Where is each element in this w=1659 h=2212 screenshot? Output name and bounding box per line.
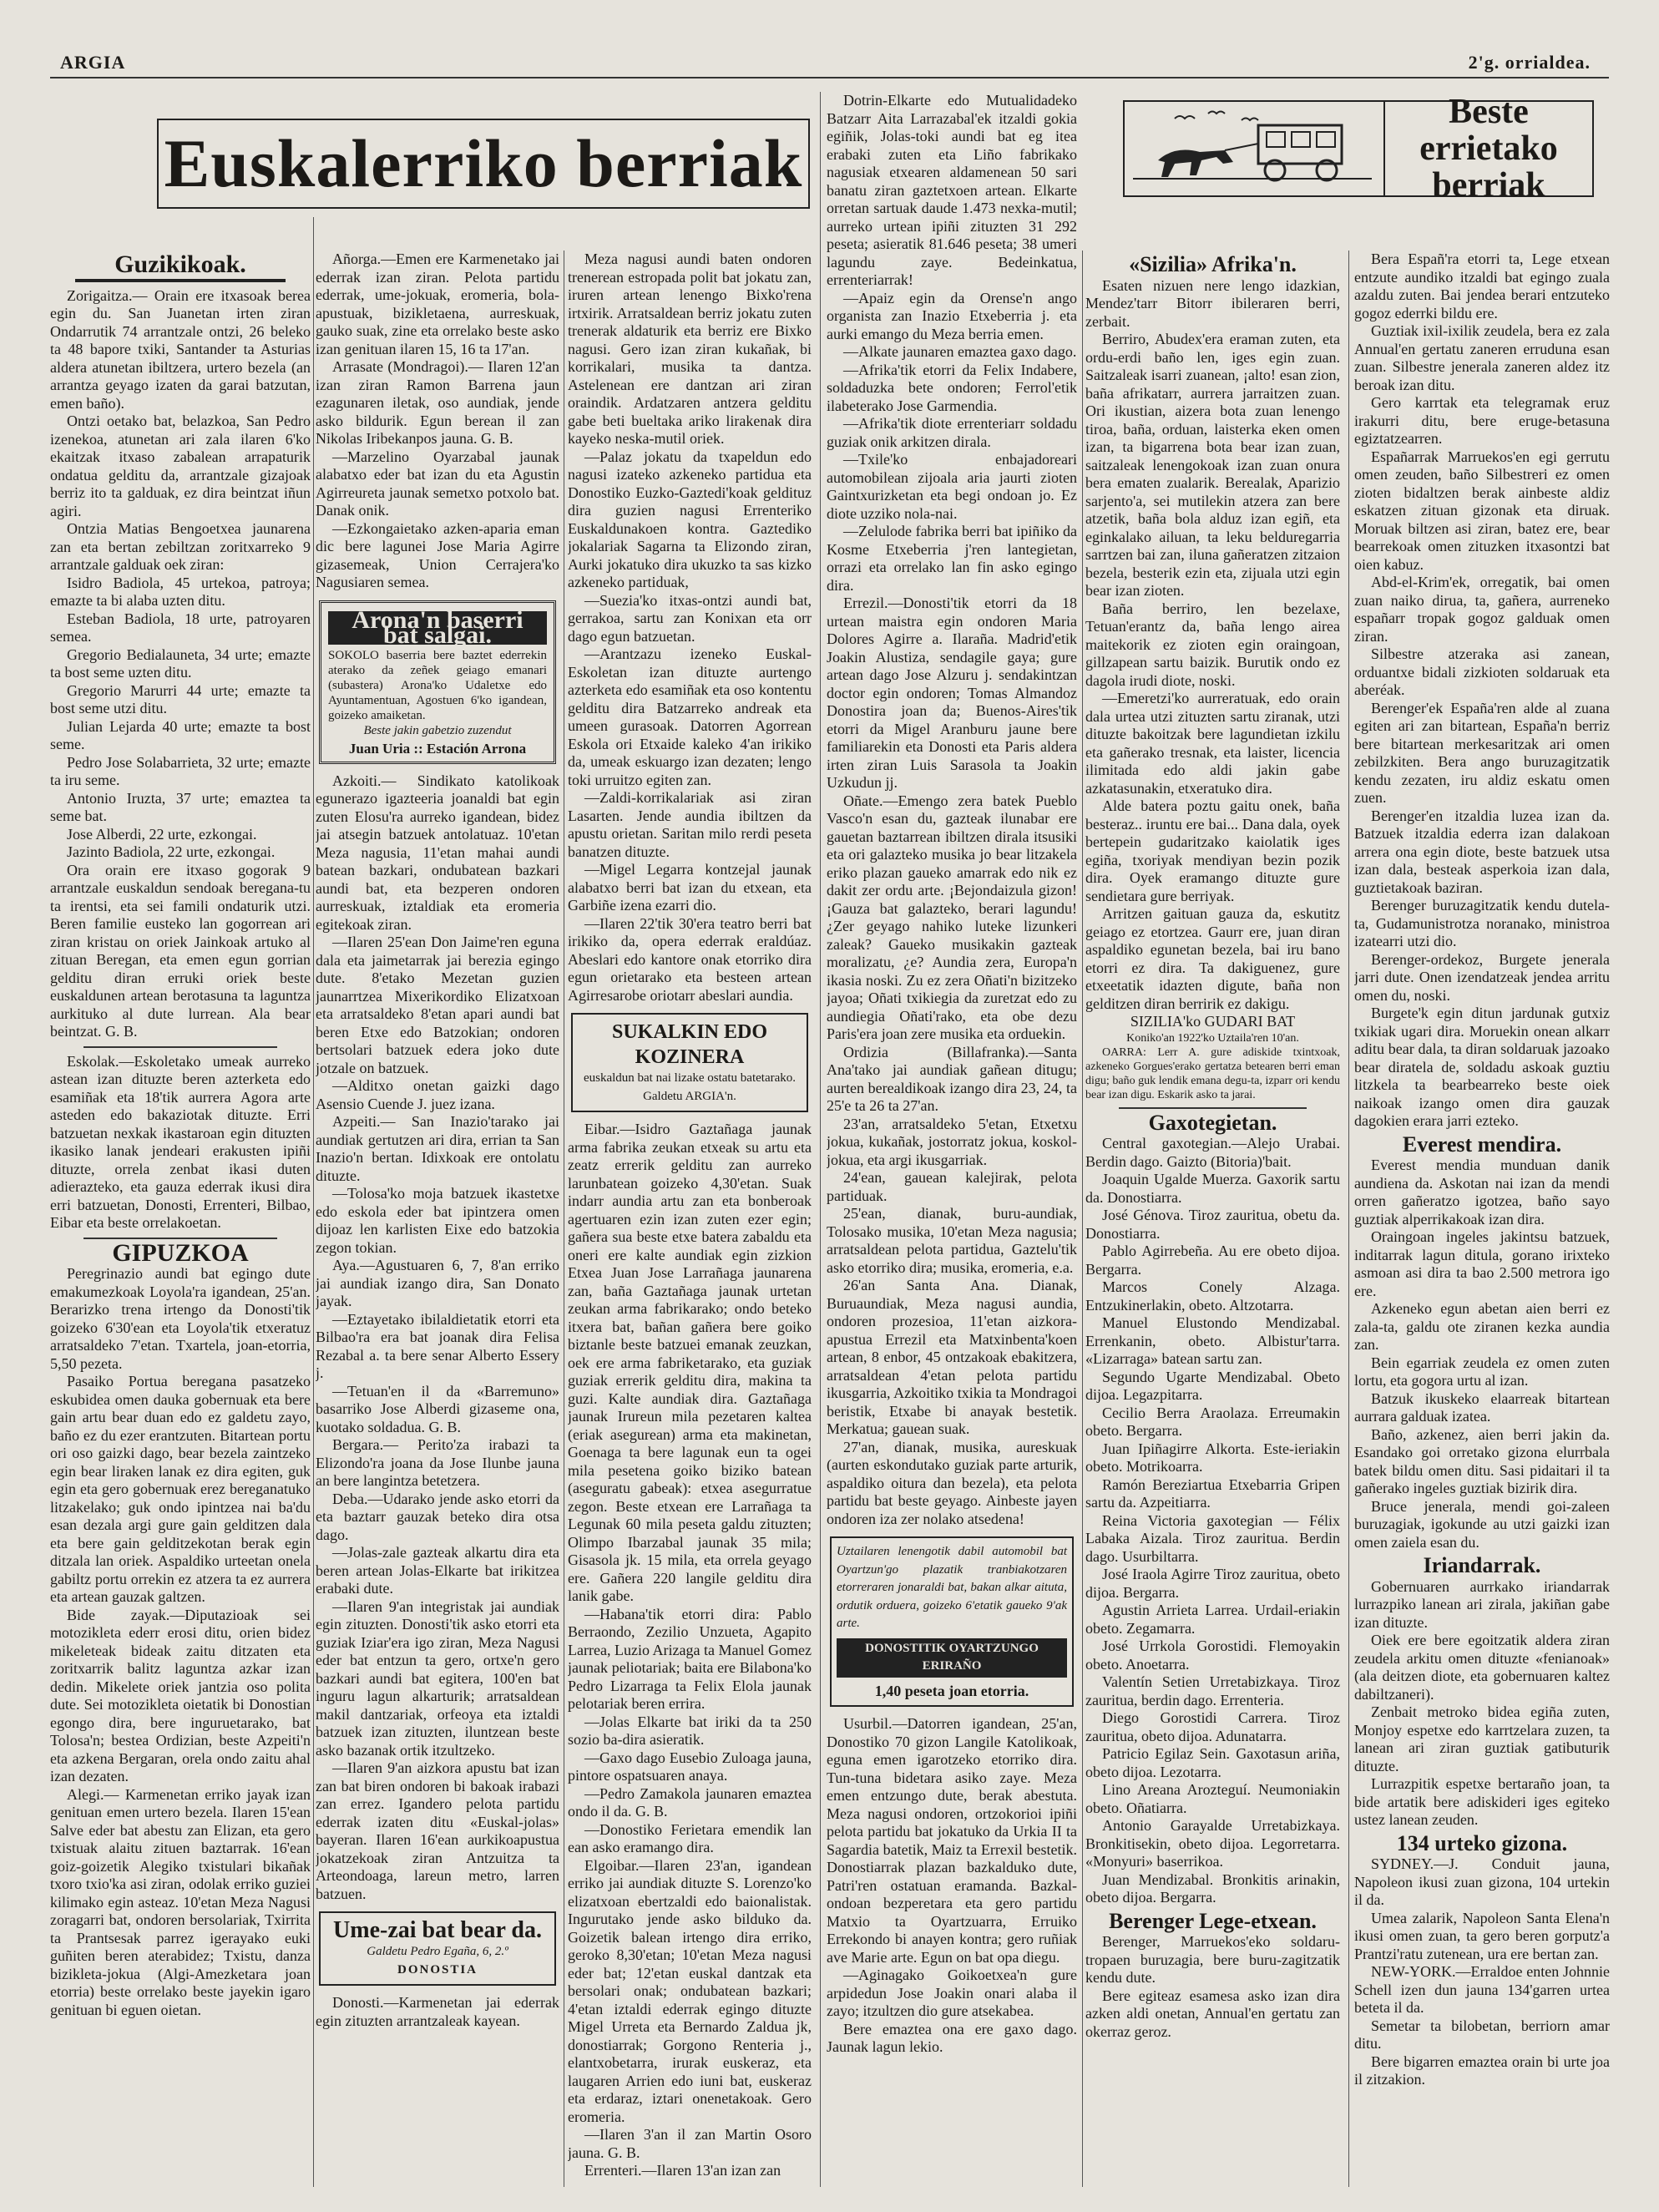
- article-paragraph: Jose Alberdi, 22 urte, ezkongai.: [67, 825, 257, 843]
- article-paragraph: Errenteri.—Ilaren 13'an izan zan: [584, 2162, 781, 2179]
- article-paragraph: —Apaiz egin da Orense'n ango organista zan Inazio Etxeberria j. eta aurki emango du Meza berria emen.: [827, 289, 1077, 342]
- article-paragraph: Batzuk ikuskeko elaarreak bitartean aurrara galduak izatea.: [1354, 1389, 1610, 1425]
- article-paragraph: Bein egarriak zeudela ez omen zuten lortu, eta gogora urtu al izan.: [1354, 1354, 1610, 1389]
- running-head-right: 2'g. orrialdea.: [1468, 52, 1591, 73]
- article-paragraph: Julian Lejarda 40 urte; emazte ta bost seme.: [50, 717, 311, 752]
- masthead-euskalerri: [157, 119, 810, 209]
- article-paragraph: Bide zayak.—Diputazioak sei motozikleta ederr erosi ditu, orien bidez mikeleteak bideak zaitu ditzaten eta zoritxarrik balitz laguntza azkar izan dedin. Mikelete oriek jantzia oso polita dute. Sei motozikleta oietatik bi Donostian egongo dira, bere inguruetarako, bat Tolosa'n; bestea Ordizian, beste Azpeiti'n eta azkena Bergaran, orela ondo zaitu ahal izan dezaten.: [50, 1606, 311, 1784]
- article-paragraph: Gregorio Marurri 44 urte; emazte ta bost seme utzi ditu.: [50, 681, 311, 716]
- article-paragraph: Ordizia (Billafranka).—Santa Ana'tako jai aundiak gañean ditugu; aurten berealdikoak izango dira 23, 24, ta 25'e ta 26 ta 27'an.: [827, 1043, 1077, 1114]
- column-5: [1085, 251, 1340, 2041]
- article-paragraph: —Ilaren 22'tik 30'era teatro berri bat irikiko da, opera ederrak eraldúaz. Abeslari edo kantore onak etorriko dira egun orietarako eta besteen artean Agirresarobe oriotarr abeslari aundia.: [568, 914, 812, 1004]
- article-paragraph: Bera Españ'ra etorri ta, Lege etxean entzute aundiko itzaldi bat egingo zuala azaldu zuten. Bai jendea berari entzuteko gogoz ederrki bildu ere.: [1354, 251, 1610, 321]
- article-paragraph: —Arantzazu izeneko Euskal-Eskoletan izan dituzte aurtengo azterketa edo esamiñak eta oso kontentu gelditu dira Batzarreko andreak eta umeen gurasoak. Datorren Agorrean Eskola ori Etxaide kaleko 4'an irikiko da, umeak eskuargo izan dezaten; lengo toki urruitzo egiten zan.: [568, 645, 812, 788]
- article-paragraph: Peregrinazio aundi bat egingo dute emakumezkoak Loyola'ra igandean, 25'an. Berarizko trena irtengo da Donosti'tik goizeko 6'30'ean eta Loyola'tik etxeratuz arratsaldeko 7'etan. Txartela, joan-etorria, 5,50 pezeta.: [50, 1265, 311, 1372]
- article-paragraph: Pedro Jose Solabarrieta, 32 urte; emazte ta iru seme.: [50, 753, 311, 788]
- article-paragraph: —Aginagako Goikoetxea'n gure arpidedun Jose Joakin onari alaba il zayo; itzultzen dio gure atsekabea.: [827, 1967, 1077, 2019]
- article-paragraph: NEW-YORK.—Erraldoe enten Johnnie Schell izen dun jauna 134'garren urtea beteta il da.: [1354, 1963, 1610, 2016]
- dateline: Koniko'an 1922'ko Uztaila'ren 10'an.: [1126, 1031, 1299, 1045]
- article-paragraph: José Génova. Tiroz zauritua, obetu da. Donostiarra.: [1085, 1207, 1340, 1242]
- article-paragraph: Esteban Badiola, 18 urte, patroyaren semea.: [50, 610, 311, 645]
- article-paragraph: Ontzi oetako bat, belazkoa, San Pedro izenekoa, atunetan ari zala ilaren 6'ko ekaitzak itxaso zabalean arrapaturik ondatua gelditu da, arrantzale gizajoak berriz ito ta galduak, ez dira beintzat iñun agiri.: [50, 413, 311, 519]
- article-paragraph: Valentín Setien Urretabizkaya. Tiroz zauritua, berdin dago. Errenteria.: [1085, 1673, 1340, 1708]
- article-paragraph: Dotrin-Elkarte edo Mutualidadeko Batzarr Aita Larrazabal'ek itzaldi gokia egiñik, Jolas-toki aundi bat eg itea erabaki zuten eta Liño fabrikako nagusiak etxearen aldamenean 50 sari banatu ziran gaztetxoen artean. Elkarte orretan sartuak daude 1.473 nexka-mutil; aurreko urtean ipiñi zituzten 31 292 peseta; asieratik 81.646 peseta; 38 umeri lagundu zaye. Bedeinkatua, errenteriarrak!: [827, 92, 1077, 288]
- ad-contact: Juan Uria :: Estación Arrona: [348, 740, 527, 757]
- article-paragraph: Silbestre atzeraka asi zanean, orduantxe bidali zizkioten soldaruak eta aberéak.: [1354, 645, 1610, 698]
- article-paragraph: Lurrazpitik espetxe bertaraño joan, ta bide artatik bere adiskideri iges egiteko ustez lanean zeuden.: [1354, 1775, 1610, 1828]
- article-paragraph: Zenbait metroko bidea egiña zuten, Monjoy espetxe edo karrtzelara zuzen, ta lanean ari ziran guztiak gatibuturik dituzte.: [1354, 1703, 1610, 1774]
- article-paragraph: Ora orain ere itxaso gogorak 9 arrantzale euskaldun sendoak beregana-tu ta irentsi, eta sei famili ondaturik utzi. Beren familie eusteko lan gogorrean ari ziran kristau on oriek Jainkoak artuko al zituan Beregan, eta emen egun gorrian gelditu diran erruki oriek beste euskaldunen artean berotasuna ta laguntza aurkituko al dute lurrean. Ala bear beintzat. G. B.: [50, 861, 311, 1040]
- ad-price: 1,40 peseta joan etorria.: [874, 1682, 1029, 1699]
- article-paragraph: Marcos Conely Alzaga. Entzukinerlakin, obeto. Altzotarra.: [1085, 1278, 1340, 1314]
- article-paragraph: Gregorio Bedialauneta, 34 urte; emazte ta bost seme uzten ditu.: [50, 645, 311, 681]
- ad-text: euskaldun bat nai lizake ostatu batetarako. Galdetu ARGIA'n.: [583, 1071, 797, 1103]
- article-paragraph: Errezil.—Donosti'tik etorri da 18 urtean maistra egin ondoren Maria Dolores Agirre a. Ilaraña. Madrid'etik Joakin Alustiza, sendagile gaya; gure artean dago Jose Alzuru j. sendakintzan doctor egin ondoren; Tomas Almandoz Donostira joan da; Buenos-Aires'tik etorri da Migel Aranburu jaune bere familiarekin eta Donosti eta Paris aldera irten ziran Luis Sarasola ta Joakin Uzkudun jj.: [827, 595, 1077, 791]
- article-paragraph: Bere emaztea ona ere gaxo dago. Jaunak lagun lekio.: [827, 2020, 1077, 2055]
- article-paragraph: Manuel Elustondo Mendizabal. Errenkanin, obeto. Albistur'tarra. «Lizarraga» batean sartu zan.: [1085, 1314, 1340, 1367]
- stagecoach-illustration: [1125, 102, 1385, 195]
- column-4: [827, 92, 1077, 2057]
- section-heading-guzikikoak: Guzikikoak.: [114, 251, 246, 278]
- article-paragraph: Baño, azkenez, aien berri jakin da. Esandako goi orretako gizona elurrbala batek bildu omen ditu. Sasi pidaitari il ta gañerako ingeles guztiak bizirik dira.: [1354, 1425, 1610, 1496]
- article-paragraph: Gobernuaren aurrkako iriandarrak lurrazpiko lanean ari zirala, jakiñan gabe izan dituzte.: [1354, 1577, 1610, 1631]
- article-paragraph: Patricio Egilaz Sein. Gaxotasun ariña, obeto dijoa. Lezotarra.: [1085, 1745, 1340, 1780]
- header-rule: [50, 77, 1609, 78]
- article-paragraph: Usurbil.—Datorren igandean, 25'an, Donostiko 70 gizon Langile Katolikoak, eguna emen igarotzeko etorriko dira. Tun-tuna bidetara asiko zaye. Meza emen entzungo dute, berak abestuta. Meza nagusi ondoren, ortzokorioi ipiñi pelota partidu bat jokatuko da Urkia II ta Sagardia batetik, Maiz ta Errexil bestetik. Donostiarrak plazan bazkalduko dute, Patri'ren ostatuan eramanda. Bazkal-ondoan bezperetara eta gero partidu Matxio ta Oyartzuarra, Erruiko Errekondo bi anayen kontra; gero ruñiak ave Marie arte. Egun on bat opa diegu.: [827, 1715, 1077, 1966]
- article-paragraph: Berenger, Marruekos'eko soldaru-tropaen buruzagia, bere buru-zagitzatik kendu dute.: [1085, 1933, 1340, 1986]
- article-paragraph: —Donostiko Ferietara emendik lan ean asko eramango dira.: [568, 1820, 812, 1855]
- article-paragraph: —Eztayetako ibilaldietatik etorri eta Bilbao'ra era bat joanak dira Felisa Rezabal a. ta bere senar Alberto Essery j.: [316, 1310, 559, 1381]
- article-paragraph: —Alkate jaunaren emaztea gaxo dago.: [843, 343, 1077, 360]
- article-paragraph: —Emeretzi'ko aurreratuak, edo orain dala urtea utzi zituzten sartu ziranak, utzi dituzte bakoitzak bere lagundietan izkilu eta gañerako tresnak, eta laister, licencia ilimitada edo aldi jakin gabe azkatasunakin, etxeratuko dira.: [1085, 690, 1340, 797]
- article-paragraph: —Ilaren 3'an il zan Martin Osoro jauna. G. B.: [568, 2126, 812, 2161]
- ad-title: Ume-zai bat bear da.: [333, 1917, 542, 1943]
- article-paragraph: —Suezia'ko itxas-ontzi aundi bat, gerrakoa, sartu zan Konixan eta orr dago egun batzuetan.: [568, 591, 812, 645]
- article-paragraph: —Habana'tik etorri dira: Pablo Berraondo, Zezilio Unzueta, Agapito Larrea, Luzio Arizaga ta Manuel Gomez jaunak peliotariak; baita ere Bilabona'ko Pedro Lizarraga ta Felix Elola jaunak pelotariak beren errira.: [568, 1605, 812, 1712]
- article-paragraph: Azkeneko egun abetan aien berri ez zala-ta, galdu ote ziranen kezka aundia zan.: [1354, 1300, 1610, 1353]
- article-paragraph: Azpeiti.— San Inazio'tarako jai aundiak gertutzen ari dira, errian ta San Inazio'n bertan. Idixkoak ere ontolatu dituzte.: [316, 1113, 559, 1184]
- article-paragraph: Bere egiteaz esamesa asko izan dira azken aldi onetan, Annual'en gertatu zan okerraz geroz.: [1085, 1987, 1340, 2040]
- article-paragraph: —Zaldi-korrikalariak asi ziran Lasarten. Jende aundia ibiltzen da apustu orietan. Saritan milo rerdi peseta banatzen dituzte.: [568, 789, 812, 860]
- ad-title: Arona'n baserri bat salgai.: [328, 611, 547, 645]
- article-paragraph: Reina Victoria gaxotegian — Félix Labaka Aizala. Tiroz zauritua. Berdin dago. Usurbiltarra.: [1085, 1511, 1340, 1565]
- article-paragraph: —Tetuan'en il da «Barremuno» basarriko Jose Alberdi gizaseme ona, kuotako soldadua. G. B.: [316, 1382, 559, 1435]
- ad-text: Galdetu Pedro Egaña, 6, 2.º: [367, 1945, 508, 1958]
- article-paragraph: Berenger buruzagitzatik kendu dutela-ta, Gudamunistrotza noranako, ministroa izatearri utzi dio.: [1354, 897, 1610, 949]
- advertisement-automobil: [830, 1536, 1074, 1707]
- article-paragraph: Gero karrtak eta telegramak eruz irakurri ditu, bere eruge-betasuna egiztatzearren.: [1354, 394, 1610, 447]
- article-paragraph: —Marzelino Oyarzabal jaunak alabatxo eder bat izan du eta Agustin Agirreureta jaunak semetxo potxolo bat. Danak onik.: [316, 448, 559, 519]
- article-paragraph: Ramón Bereziartua Etxebarria Gripen sartu da. Azpeitiarra.: [1085, 1476, 1340, 1511]
- signature: SIZILIA'ko GUDARI BAT: [1130, 1013, 1296, 1030]
- ad-title: SUKALKIN EDO KOZINERA: [611, 1021, 768, 1068]
- article-paragraph: Guztiak ixil-ixilik zeudela, bera ez zala Annual'en gertatu zaneren erruduna esan zuan. Silbestre jenerala zaneren aldez itz beroak izan ditu.: [1354, 322, 1610, 393]
- column-3: [568, 251, 812, 2180]
- article-paragraph: Abd-el-Krim'ek, orregatik, bai omen zuan naiko dirua, ta, gañera, aurreneko españarr tropak gogoz galduak omen ziran.: [1354, 574, 1610, 645]
- article-paragraph: —Ilaren 9'an aizkora apustu bat izan zan bat biren ondoren bi bakoak irabazi zan errez. Igandero pelota partidu ederrak izaten ditu «Euskal-jolas» bayeran. Ilaren 16'ean aurkikoapustua jokatzekoak ziran Antzuitza ta Arteondoaga, lareun metro, larren batzuen.: [316, 1759, 559, 1902]
- article-paragraph: Alde batera poztu gaitu onek, baña besteraz.. iruntu ere bai... Dana dala, oyek bertepein gudaritzako kaiolatik iges egiña, txoriyak mendiyan bezin pozik dira. Oyek eramango dituzte gure sendietara gure berriyak.: [1085, 797, 1340, 904]
- ad-text: Uztailaren lenengotik dabil automobil bat Oyartzun'go plazatik tranbiakotzaren etorreraren jonaraldi bat, bakan alkar aituta, ordutik orduera, goizeko 6'etatik gaueko 9'ak arte.: [837, 1545, 1067, 1630]
- article-paragraph: —Jolas Elkarte bat iriki da ta 250 sozio ba-dira asieratik.: [568, 1713, 812, 1748]
- article-paragraph: Joaquin Ugalde Muerza. Gaxorik sartu da. Donostiarra.: [1085, 1171, 1340, 1206]
- masthead-beste-errietako: [1123, 93, 1594, 205]
- article-paragraph: —Ilaren 9'an integristak jai aundiak egin zituzten. Donosti'tik asko etorri eta guziak Iziar'era igo ziran, Meza Nagusi eder bat entzun ta gero, ortxe'n gero bazkari aundi bat egitera, 100'en bat inguru lagun alkarturik; arratsaldean makil dantzariak, orfeoya eta iztaldi batzuek izan zituzten, iluntzean beste asko bazanak ortik itzultzeko.: [316, 1597, 559, 1759]
- article-paragraph: —Afrika'tik diote errenteriarr soldadu guziak onik arkitzen dirala.: [827, 415, 1077, 450]
- article-paragraph: Alegi.— Karmenetan erriko jayak izan genituan emen urtero bezela. Ilaren 15'ean Salve eder bat abestu zan Elizan, eta gero txistuak alaitu zituen baztarrak. 16'ean goiz-goizetik Alegiko txistulari bikañak txoro txio'ka asi ziran, odolak erriko guziei kilimako egin asteaz. 10'etan Meza Nagusi zoragarri bat, ondoren bersolariak, Txirrita ta Prantsesak parrez igerayako euki guñiten beren aterabidez; Txistu, danza bizikleta-jokua (Algi-Amezketara joan etorria) beste orrelako beste jayekin igaro genituan bi eguen oietan.: [50, 1785, 311, 2018]
- article-paragraph: Pasaiko Portua beregana pasatzeko eskubidea omen dauka gobernuak eta bere gain artu bear duan edo ez galdetu zayo, baño ez du ezer erantzuten. Bitartean portu ori oso gaizki dago, bear bezela zaintzeko egin bear liraken lanak ez dira egiten, guk egin eta gero gobernuak erez bereganatuko litzakelako; guk ondo ipintzea nai ba'du esan dezala argi gure gain gelditzen dala eta bere gain gelditzekotan berak egin ditzala lan oriek. Aspaldiko urteetan onela gabiltz portu orrekin ez atzera ta ez aurrera eta artean gauzak galtzen.: [50, 1373, 311, 1605]
- article-paragraph: —Ilaren 25'ean Don Jaime'ren eguna dala eta jaimetarrak jai berezia egingo dute. 8'etako Mezetan guzien jaunarrtzea Mixerikordiko Elizatxoan eta arratsaldeko 8'etan apari aundi bat beren Etxe edo Batzokian; ondoren bertsolari batzuek edera joko dute jotzale on batzuek.: [316, 934, 559, 1076]
- article-paragraph: Juan Mendizabal. Bronkitis arinakin, obeto dijoa. Bergarra.: [1085, 1870, 1340, 1906]
- article-paragraph: Segundo Ugarte Mendizabal. Obeto dijoa. Legazpitarra.: [1085, 1368, 1340, 1403]
- article-paragraph: 26'an Santa Ana. Dianak, Buruaundiak, Meza nagusi aundia, ondoren prozesioa, 11'etan aizkora-apustua Errezil eta Matxinbenta'koen artean, 8 enbor, 45 ontzakoak ebakitzera, arratsaldean 4'etan pelota partidu ikusgarria, Azkoitiko txikia ta Mondragoi beristik, Etxabe bi anayak bestetik. Merkatua; gauean suak.: [827, 1277, 1077, 1437]
- section-heading-134-urteko: 134 urteko gizona.: [1396, 1830, 1568, 1855]
- column-rule: [313, 217, 314, 2187]
- column-2: [316, 251, 559, 2030]
- article-paragraph: Antonio Iruzta, 37 urte; emaztea ta seme bat.: [50, 789, 311, 824]
- article-paragraph: Arritzen gaituan gauza da, eskutitz geiago ez etortzea. Gaurr ere, juan diran aspaldiko egunetan bezela, bai iru bano etorri ez dira. Ta dakiguenez, gure etxeetatik idazten digute, baña non gelditzen diran berririk ez dakigu.: [1085, 905, 1340, 1012]
- article-paragraph: Berenger'en itzaldia luzea izan da. Batzuek itzaldia ederra izan dalakoan arrera ona egin diote, beste batzuek utsa izan dala, besteak asperkoia izan dala, guztietakoak baziran.: [1354, 807, 1610, 896]
- article-paragraph: Bergara.— Perito'za irabazi ta Elizondo'ra joana da Jose Ilunbe jauna an bere langintza betetzera.: [316, 1436, 559, 1489]
- article-paragraph: —Palaz jokatu da txapeldun edo nagusi izateko azkeneko partidua eta Donostiko Euzko-Gaztedi'koak geldituz dira guzien nagusi Errenteriko Euskaldunakoen kontra. Gaztediko jokalariak Sagarna ta Elizondo ziran, Aurki jokatuko dira ukuzko ta sas kizko azkeneko partiduak,: [568, 448, 812, 590]
- divider: [1119, 1107, 1307, 1109]
- article-paragraph: José Urrkola Gorostidi. Flemoyakin obeto. Anoetarra.: [1085, 1637, 1340, 1673]
- article-paragraph: Esaten nizuen nere lengo idazkian, Mendez'tarr Bitorr ibileraren berri, zerbait.: [1085, 276, 1340, 330]
- stagecoach-icon: [1125, 102, 1380, 192]
- article-paragraph: Meza nagusi aundi baten ondoren trenerean estropada polit bat jokatu zan, iruren artean lenengo Bixko'rena irtxirik. Arratsaldean berriz jokatu zuten trenerak aldaturik eta berriz ere Bixko nagusi. Gero izan ziran kukañak, bi korrikalari, musika ta dantza. Astelenean ere dantzan ari ziran oraindik. Ardatzaren antzera gelditu gabe beti bueltaka ariko lirakenak dira kayeko neska-mutil oriek.: [568, 251, 812, 447]
- article-paragraph: 23'an, arratsaldeko 5'etan, Etxetxu jokua, kukañak, jostorratz jokua, koskol-jokua, eta argi ikusgarriak.: [827, 1115, 1077, 1168]
- ad-text: SOKOLO baserria bere baztet ederrekin aterako da zeñek geiago emanari (subastera) Arona'ko Udaletxe edo Ayuntamentuan, Agostuen 6'ko igandean, goizeko amaiketan.: [328, 648, 547, 722]
- article-paragraph: Eibar.—Isidro Gaztañaga jaunak arma fabrika zeukan etxeak su artu eta zeatz errerik gelditu zan aurreko larunbatean goizeko 4,30'etan. Suak indarr aundia artu zan eta bonberoak agertuaren ezin izan zuten ezer egin; gañera sua beste etxe batera zabaldu eta oneri ere kalte aundiak egin zizkion Etxea Juan Jose Larrañaga jaunarena zan, baña Gaztañaga jaunak urtetan zeukan arma fabrikarako; ondo beteko itxera bat, bañan gañera bere goiko biztanle beste batzuei emanak zeuzkan, oek ere arma fabriketarako, eta guziak guziak errerik gelditu dira, makina ta guzi. Kalte aundiak dira. Gaztañaga jaunak Irureun mila pezetaren kaltea (eriak asegurean) arma eta makinetan, Goenaga ta bere lagunak eun ta ogei mila pesetena goiko biziko batean (aseguratu gabeak): etxea asegurratue zegon. Beste etxean ere Larrañaga ta Legunak 60 mila peseta galdu zituzten; Olimpo Ibarzabal jaunak 35 mila; Gisasola jk. 15 mila, eta orrela geyago ere. Gañera 220 langile gelditu dira lanik gabe.: [568, 1121, 812, 1604]
- article-paragraph: Umea zalarik, Napoleon Santa Elena'n ikusi omen zuan, ta gero beren gorputz'a Prantzi'ratu zutenean, ura ere bertan zan.: [1354, 1909, 1610, 1962]
- article-paragraph: Burgete'k egin ditun jardunak gutxiz txikiak ugari dira. Moruekin onean alkarr aditu bear dala, ta diran soldaruak jazoako bear diratela de, soldadu askoak guztiu litzkela ta bearbearreko beste oiek naikoak izango omen dira gauzak dagokien erara jarri ezteko.: [1354, 1005, 1610, 1129]
- article-paragraph: Antonio Garayalde Urretabizkaya. Bronkitisekin, obeto dijoa. Legorretarra. «Monyuri» baserrikoa.: [1085, 1817, 1340, 1870]
- article-paragraph: Bere bigarren emaztea orain bi urte joa il zitzakion.: [1354, 2053, 1610, 2088]
- article-paragraph: Berenger-ordekoz, Burgete jenerala jarri dute. Onen izendatzeak jendea arritu omen du, noski.: [1354, 950, 1610, 1004]
- article-paragraph: 24'ean, gauean kalejirak, pelota partiduak.: [827, 1169, 1077, 1204]
- article-paragraph: Isidro Badiola, 45 urtekoa, patroya; emazte ta bi alaba uzten ditu.: [50, 574, 311, 609]
- article-paragraph: Ontzia Matias Bengoetxea jaunarena zan eta bertan zebiltzan zoritxarreko 9 arrantzale galduak oek ziran:: [50, 520, 311, 573]
- column-rule: [1348, 251, 1349, 2187]
- article-paragraph: Elgoibar.—Ilaren 23'an, igandean erriko jai aundiak dituzte S. Lorenzo'ko elizatxoan ebertzaldi edo baionalistak. Ingurutako jende asko bilduko da. Goizetik balean irtengo dira erriko, geroko 8,30'etan; 10'etan Meza nagusi eder bat; 12'etan euskal dantzak eta bersolari onak; ondubatean bazkari; 4'etan iztaldi ederrak egingo dituzte Migel Urreta eta Bernardo Zaldua jk, donostiarrak; Gorgono Renteria j., elantxobetarra, irurak euskeraz, eta laugaren Arrien edo iuni bat, euskeraz eta erdaraz, iztari onenetakoak. Gero eromeria.: [568, 1856, 812, 2125]
- article-paragraph: Eskolak.—Eskoletako umeak aurreko astean izan dituzte beren azterketa edo esamiñak eta 18'tik aurrera Agora arte asteden edo bakaziotak dituzte. Erri batzuetan nexkak ikastaroan egin dituzten ikasiko lanak jendeari erakusten ipiñi dituzte, orrela zenbat ikasi duten adierazteko, eta gauza ederrak ikusi dira erri batzuetan, Donosti, Errenteri, Bilbao, Eibar eta beste orrelakoetan.: [50, 1052, 311, 1231]
- divider: [75, 279, 286, 282]
- section-heading-sizilia: «Sizilia» Afrika'n.: [1129, 252, 1297, 276]
- ad-title: DONOSTITIK OYARTZUNGO ERIRAÑO: [837, 1638, 1067, 1678]
- article-paragraph: Azkoiti.— Sindikato katolikoak egunerazo igazteeria joanaldi bat egin zuten Elosu'ra aurreko igandean, bidez jai atsegin batzuek antolatuaz. 10'etan Meza nagusia, 11'etan mahai aundi batean bazkari, ondubatean bazkari aundi bat, eta bezperen ondoren aurreskuak, iztaldiak eta eromeria egitekoak ziran.: [316, 772, 559, 933]
- article-paragraph: Oiek ere bere egoitzatik aldera ziran zeudela arkitu omen dituzte «fenianoak» (ala deitzen diote, eta gobernuaren kaltez dabiltzaneri).: [1354, 1632, 1610, 1703]
- article-paragraph: Oraingoan ingeles jakintsu batzuek, inditarrak lagun ditula, gorano irixteko asmoan asi dira ta bao 2.500 metrora igo ere.: [1354, 1228, 1610, 1299]
- article-paragraph: —Alditxo onetan gaizki dago Asensio Cuende J. juez izana.: [316, 1077, 559, 1112]
- advertisement-baserri: [319, 600, 556, 764]
- masthead-right-title: Beste errietako berriak: [1419, 93, 1558, 205]
- section-heading-iriandarrak: Iriandarrak.: [1423, 1553, 1541, 1577]
- article-paragraph: —Pedro Zamakola jaunaren emaztea ondo il da. G. B.: [568, 1784, 812, 1820]
- article-paragraph: Central gaxotegian.—Alejo Urabai. Berdin dago. Gaizto (Bitoria)'bait.: [1085, 1135, 1340, 1170]
- section-heading-berenger: Berenger Lege-etxean.: [1109, 1908, 1317, 1933]
- article-paragraph: Semetar ta bilobetan, berriorn amar ditu.: [1354, 2017, 1610, 2052]
- divider: [83, 1046, 277, 1048]
- article-paragraph: Oñate.—Emengo zera batek Pueblo Vasco'n esan du, gazteak ilunabar ere gauetan baztarrean ibiltzen dirala itsusiki eta ori galazteko musika jo bear litzakela eriko plazan gaueko amarrak edo nik ez dakit zer ordu arte. ¡Bejondaizula gizon! ¡Gauza bat galazteko, berari lagundu! ¿Zer geyago nahiko luteke lizunkeri zaleak? Gaueko musikakin gazteak moralizatu, ¿e? Aundia zera, Europa'n ikasia noski. Zu ez zera Oñati'n bizitzeko jayoa; Oñati txikiegia da zuretzat edo zu aundiegia Oñati'rako, eta obe dezu Paris'era joan zere musika eta orduekin.: [827, 792, 1077, 1042]
- column-rule: [1082, 251, 1083, 2187]
- article-paragraph: Añorga.—Emen ere Karmenetako jai ederrak izan ziran. Pelota partidu ederrak, ume-jokuak, eromeria, bola-apustuak, bizikletaena, aurreskuak, gauko suak, zine eta orrelako beste asko izan genituan ilaren 15, 16 ta 17'an.: [316, 251, 559, 357]
- article-paragraph: Diego Gorostidi Carrera. Tiroz zauritua, obeto dijoa. Adunatarra.: [1085, 1709, 1340, 1744]
- article-paragraph: —Jolas-zale gazteak alkartu dira eta beren artean Jolas-Elkarte bat irikitzea erabaki dute.: [316, 1544, 559, 1597]
- article-paragraph: —Afrika'tik etorri da Felix Indabere, soldaduzka bete ondoren; Ferrol'etik ilabeterako Jose Garmendia.: [827, 361, 1077, 414]
- section-heading-gaxotegietan: Gaxotegietan.: [1148, 1110, 1277, 1135]
- article-paragraph: Arrasate (Mondragoi).— Ilaren 12'an izan ziran Ramon Barrena jaun ezagunaren iletak, oso aundiak, jende asko bildurik. Egun berean il zan Nikolas Iribekanpos jauna. G. B.: [316, 358, 559, 447]
- article-paragraph: —Txile'ko enbajadoreari automobilean zijoala aria jaurti zioten Gaintxurizketan eta begi ondoan jo. Ez diote uzziko nola-nai.: [827, 451, 1077, 522]
- article-paragraph: —Zelulode fabrika berri bat ipiñiko da Kosme Etxeberria j'ren lantegietan, orrazi eta orrelako lan fin asko egingo dira.: [827, 523, 1077, 594]
- article-paragraph: Berriro, Abudex'era eraman zuten, eta ordu-erdi baño len, iges egin zuan. Saitzaleak isarri zuanean, ¡alto! esan zion, baña afrikatarr, aurrera jarraitzen zuan. Ori ikustian, aizera bota zuan lenengo tiroa, baña, orduan, laisterka eken omen izan, ta bigarrena bota bear izan zuan, saitzaleak lenengokoak izan zuan onura bera ematen zualarik. Berealak, Aparizio sarjento'a, sei mutilekin atzera zan bere atzetik, baña bola alduz izan egiñ, eta eginkalako ailuan, ta leku belduregarria sarrtzen bai zan, iluna gañeratzen zitzaion bezela, besterik ezin eta, zijuala utzi egin bear izan zioten.: [1085, 331, 1340, 599]
- article-paragraph: Jazinto Badiola, 22 urte, ezkongai.: [67, 843, 276, 860]
- section-heading-everest: Everest mendira.: [1402, 1131, 1562, 1157]
- article-paragraph: Lino Areana Arozteguí. Neumoniakin obeto. Oñatiarra.: [1085, 1781, 1340, 1816]
- article-paragraph: Donosti.—Karmenetan jai ederrak egin zituzten arrantzaleak kayean.: [316, 1994, 559, 2029]
- article-paragraph: José Iraola Agirre Tiroz zauritua, obeto dijoa. Bergarra.: [1085, 1566, 1340, 1601]
- article-paragraph: —Gaxo dago Eusebio Zuloaga jauna, pintore ospatsuaren anaya.: [568, 1749, 812, 1784]
- article-paragraph: SYDNEY.—J. Conduit jauna, Napoleon ikusi zuan gizona, 104 urtekin il da.: [1354, 1855, 1610, 1908]
- article-paragraph: Agustin Arrieta Larrea. Urdail-eriakin obeto. Zegamarra.: [1085, 1602, 1340, 1637]
- editor-note: OARRA: Lerr A. gure adiskide txintxoak, azkeneko Gorgues'erako gertatza betearen berri eman digu; baño guk lendik emana degu-ta, izparr ori kendu bear izan digu. Eskarik asko ta jarai.: [1085, 1045, 1340, 1101]
- article-paragraph: —Ezkongaietako azken-aparia eman dic bere lagunei Jose Maria Agirre gizasemeak, Union Cerrajera'ko Nagusiaren semea.: [316, 519, 559, 590]
- article-paragraph: Deba.—Udarako jende asko etorri da eta baztarr gauzak beteko dira otsa dago.: [316, 1490, 559, 1543]
- article-paragraph: Cecilio Berra Araolaza. Erreumakin obeto. Bergarra.: [1085, 1404, 1340, 1439]
- article-paragraph: Pablo Agirrebeña. Au ere obeto dijoa. Bergarra.: [1085, 1243, 1340, 1278]
- column-1: [50, 251, 311, 2019]
- advertisement-ume-zai: [319, 1911, 556, 1986]
- article-paragraph: Everest mendia munduan danik aundiena da. Askotan nai izan da mendi orren gañeratzo igotzea, baño sayo guztiak alperrikakoak izan dira.: [1354, 1157, 1610, 1227]
- article-paragraph: —Migel Legarra kontzejal jaunak alabatxo berri bat izan du etxean, eta Garbiñe izena ezarri dio.: [568, 861, 812, 914]
- article-paragraph: Aya.—Agustuaren 6, 7, 8'an erriko jai aundiak izango dira, San Donato jayak.: [316, 1257, 559, 1309]
- running-head-left: ARGIA: [60, 52, 126, 73]
- ad-city: DONOSTIA: [397, 1962, 478, 1977]
- advertisement-sukalkin: [571, 1013, 808, 1112]
- article-paragraph: Zorigaitza.— Orain ere itxasoak berea egin du. San Juanetan irten ziran Ondarrutik 74 arrantzale ontzi, 26 beleko ta 48 bapore txiki, Santander ta Asturias aldera atunetan ibiltzera, urtero bezela (an arrantza geyago izaten da garai batzutan, emen baño).: [50, 286, 311, 412]
- article-paragraph: Juan Ipiñagirre Alkorta. Este-ieriakin obeto. Motrikoarra.: [1085, 1440, 1340, 1475]
- article-paragraph: 27'an, dianak, musika, aureskuak (aurten eskondutako guziak parte arturik, aspaldiko oitura dan bezela), eta pelota partidu bat beste geyago. Ainbeste jayen ondoren iza zer nolako atsedena!: [827, 1438, 1077, 1527]
- column-rule: [820, 92, 821, 2187]
- article-paragraph: Españarrak Marruekos'en egi gerrutu omen zeuden, baño Silbestreri ez omen zioten bidaltzen berak ainbeste aldiz eskatzen zituan gizonak eta diruak. Moruak biltzen asi ziran, batez ere, bear bearrekoak omen zituzken itxasontzi bat oien kabuz.: [1354, 448, 1610, 573]
- article-paragraph: 25'ean, dianak, buru-aundiak, Tolosako musika, 10'etan Meza nagusia; arratsaldean pelota partidua, Gaztelu'tik asko etorriko dira; musika, eromeria, e.a.: [827, 1205, 1077, 1276]
- masthead-title: Euskalerriko berriak: [164, 125, 803, 201]
- section-heading-gipuzkoa: GIPUZKOA: [112, 1238, 249, 1267]
- article-paragraph: Berenger'ek España'ren alde al zuana egiten ari zan bitartean, España'n berriz bere bitartean merkesaritzak ari omen zebilzkiten. Bera ango buruzagitzatik kendu zezaten, iru aldiz eskatu omen zuen.: [1354, 699, 1610, 806]
- ad-note: Beste jakin gabetzio zuzendut: [363, 723, 512, 737]
- column-6: [1354, 251, 1610, 2089]
- article-paragraph: Baña berriro, len bezelaxe, Tetuan'erantz da, baña lengo airea maitekorik ez zioten egin oraingoan, gillzapean sartu baizik. Burutik ondo ez dagola irudi diote, noski.: [1085, 600, 1340, 689]
- article-paragraph: Bruce jenerala, mendi goi-zaleen buruzagiak, igokunde au utzi gaizki izan omen zaiela esan du.: [1354, 1497, 1610, 1551]
- article-paragraph: —Tolosa'ko moja batzuek ikastetxe edo eskola eder bat ipintzera omen dijoaz len karlisten Eixe edo batzokia zegon tokian.: [316, 1185, 559, 1256]
